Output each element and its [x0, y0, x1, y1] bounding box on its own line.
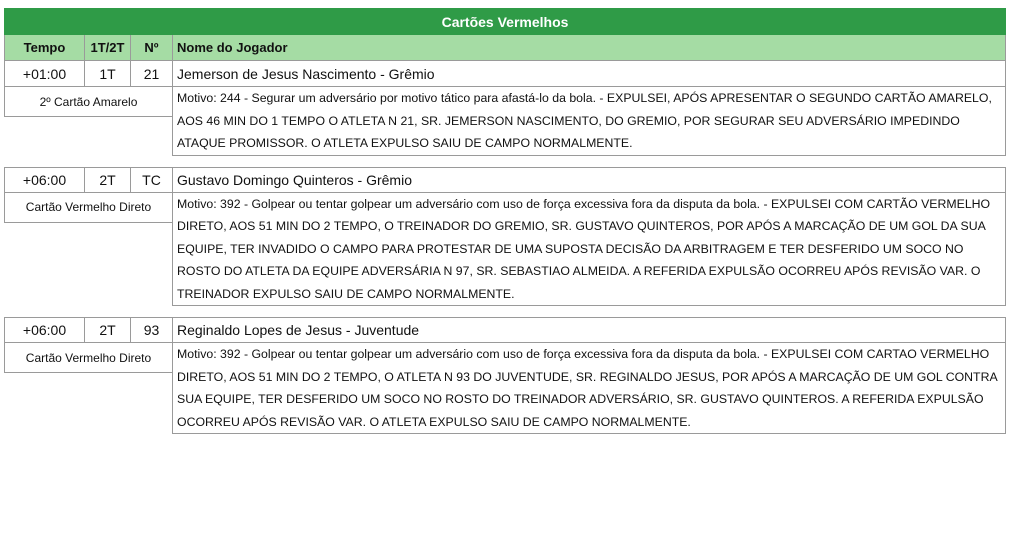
card-entry — [4, 61, 1006, 156]
card-detail — [4, 343, 1006, 434]
card-number: 93 — [131, 318, 173, 342]
card-time: +06:00 — [5, 168, 85, 192]
card-type: Cartão Vermelho Direto — [4, 193, 172, 223]
card-time: +06:00 — [5, 318, 85, 342]
card-player: Reginaldo Lopes de Jesus - Juventude — [177, 322, 420, 338]
card-type: 2º Cartão Amarelo — [4, 87, 172, 117]
card-time: +01:00 — [5, 61, 85, 86]
card-reason: Motivo: 244 - Segurar um adversário por motivo tático para afastá-lo da bola. - EXPULSEI, APÓS APRESENTAR O SEGUNDO CARTÃO AMARELO, AOS 46 MIN DO 1 TEMPO O ATLETA N 21, SR. JEMERSON NASCIMENTO, DO GREMIO, POR SEGURAR SEU ADVERSÁRIO IMPEDINDO ATAQUE PROMISSOR. O ATLETA EXPULSO SAIU DE CAMPO NORMALMENTE. — [172, 87, 1006, 156]
red-cards-section — [4, 8, 1006, 434]
header-player: Nome do Jogador — [177, 40, 288, 55]
card-reason: Motivo: 392 - Golpear ou tentar golpear um adversário com uso de força excessiva fora da disputa da bola. - EXPULSEI COM CARTAO VERMELHO DIRETO, AOS 51 MIN DO 2 TEMPO, O ATLETA N 93 DO JUVENTUDE, SR. REGINALDO JESUS, POR APÓS A MARCAÇÃO DE UM GOL CONTRA SUA EQUIPE, TER DESFERIDO UM SOCO NO ROSTO DO TREINADOR ADVERSÁRIO, SR. GUSTAVO QUINTEROS. A REFERIDA EXPULSÃO OCORREU APÓS REVISÃO VAR. O ATLETA EXPULSO SAIU DE CAMPO NORMALMENTE. — [172, 343, 1006, 434]
card-half: 1T — [85, 61, 131, 86]
card-reason: Motivo: 392 - Golpear ou tentar golpear um adversário com uso de força excessiva fora da disputa da bola. - EXPULSEI COM CARTÃO VERMELHO DIRETO, AOS 51 MIN DO 2 TEMPO, O TREINADOR DO GREMIO, SR. GUSTAVO QUINTEROS, POR APÓS A MARCAÇÃO DE UM GOL DA SUA EQUIPE, TER INVADIDO O CAMPO PARA PROTESTAR DE UMA SUPOSTA DECISÃO DA ARBITRAGEM E TER DESFERIDO UM SOCO NO ROSTO DO ATLETA DA EQUIPE ADVERSÁRIA N 97, SR. SEBASTIAO ALMEIDA. A REFERIDA EXPULSÃO OCORREU APÓS REVISÃO VAR. O TREINADOR EXPULSO SAIU DE CAMPO NORMALMENTE. — [172, 193, 1006, 307]
card-number: 21 — [131, 61, 173, 86]
card-half: 2T — [85, 168, 131, 192]
header-number: Nº — [131, 35, 173, 60]
card-type: Cartão Vermelho Direto — [4, 343, 172, 373]
header-half: 1T/2T — [85, 35, 131, 60]
card-player: Jemerson de Jesus Nascimento - Grêmio — [177, 65, 435, 82]
card-detail — [4, 193, 1006, 307]
header-tempo: Tempo — [5, 35, 85, 60]
section-title: Cartões Vermelhos — [4, 8, 1006, 35]
card-summary-row — [4, 317, 1006, 343]
card-entry — [4, 317, 1006, 434]
card-detail — [4, 87, 1006, 156]
table-header — [4, 35, 1006, 61]
card-summary-row — [4, 167, 1006, 193]
card-number: TC — [131, 168, 173, 192]
card-entry — [4, 167, 1006, 307]
card-summary-row — [4, 61, 1006, 87]
card-half: 2T — [85, 318, 131, 342]
card-player: Gustavo Domingo Quinteros - Grêmio — [177, 171, 412, 188]
